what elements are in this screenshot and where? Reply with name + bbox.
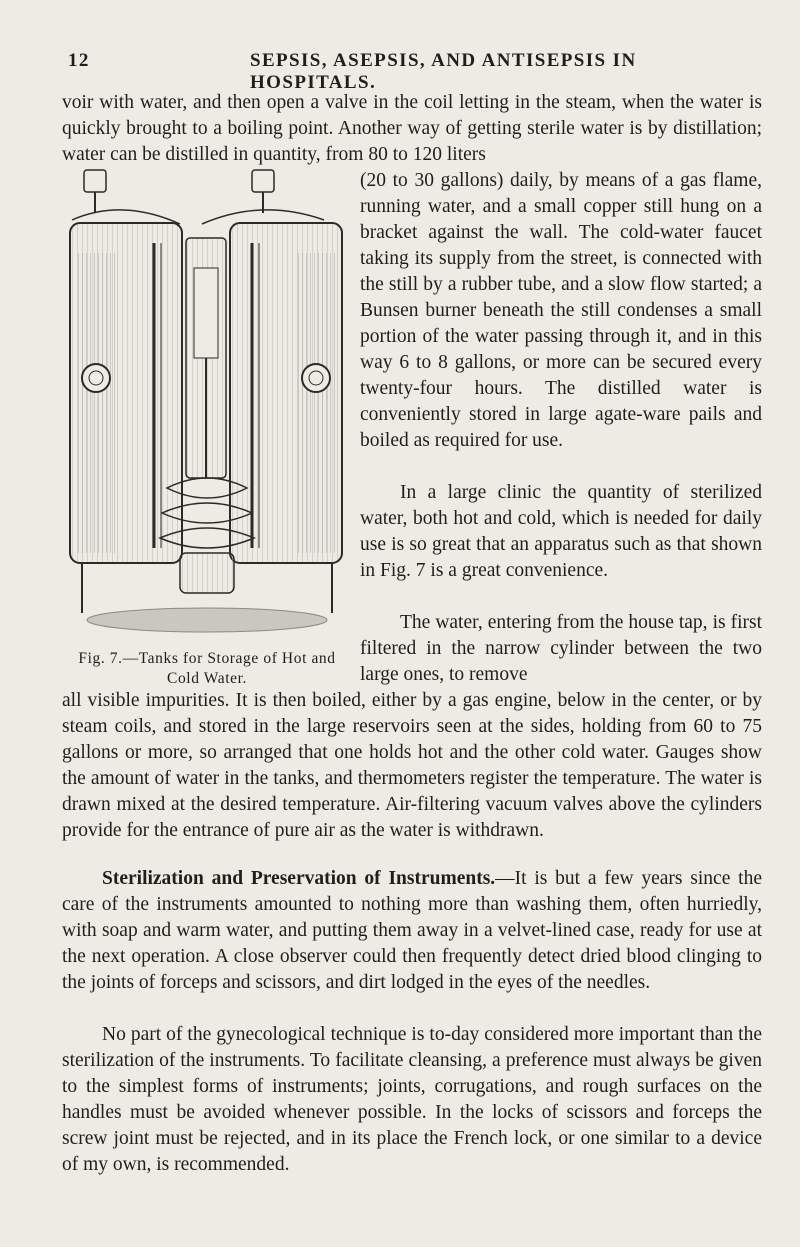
paragraph-water-filtering-start: The water, entering from the house tap, is first filtered in the narrow cylinder between the two large ones, to remove [360, 612, 762, 685]
gauge-icon [302, 364, 330, 392]
section-heading-instruments: Sterilization and Preservation of Instruments. [102, 868, 496, 889]
figure-7 [62, 168, 352, 643]
right-valve-icon [202, 170, 324, 224]
paragraph-instrument-sterilization-body: —It is but a few years since the care of the instruments amounted to nothing more than washing them, often hurriedly, with soap and warm water, and putting them away in a velvet-lined case, ready for use at the next operation. A close observer could then frequently detect dried blood clinging to the joints of forceps and scissors, and dirt lodged in the eyes of the needles. [62, 868, 762, 993]
left-valve-icon [72, 170, 180, 224]
paragraph-clinic-apparatus: In a large clinic the quantity of sterilized water, both hot and cold, which is needed for daily use is so great that an apparatus such as that shown in Fig. 7 is a great convenience. [360, 482, 762, 581]
paragraph-instrument-sterilization [62, 866, 762, 996]
figure-caption: Fig. 7.—Tanks for Storage of Hot and Cold Water. [78, 650, 336, 687]
paragraph-distillation-intro: voir with water, and then open a valve in the coil letting in the steam, when the water is quickly brought to a boiling point. Another way of getting sterile water is by distillation; water can be distilled in quantity, from 80 to 120 liters [62, 92, 762, 165]
gauge-icon [82, 364, 110, 392]
filter-cylinder [186, 238, 226, 478]
running-title: SEPSIS, ASEPSIS, AND ANTISEPSIS IN HOSPITALS. [250, 50, 637, 93]
paragraph-distillation-continued: (20 to 30 gallons) daily, by means of a gas flame, running water, and a small copper still hung on a bracket against the wall. The cold-water faucet taking its supply from the street, is connected with the still by a rubber tube, and a slow flow started; a Bunsen burner beneath the still condenses a small portion of the water passing through it, and in this way 6 to 8 gallons, or more can be secured every twenty-four hours. The distilled water is conveniently stored in large agate-ware pails and boiled as required for use. [360, 170, 762, 451]
running-head [50, 50, 760, 93]
water-tanks-illustration [62, 168, 352, 643]
page-number: 12 [68, 50, 90, 71]
paragraph-water-filtering-continued: all visible impurities. It is then boiled, either by a gas engine, below in the center, or by steam coils, and stored in the large reservoirs seen at the sides, holding from 60 to 75 gallons or more, so arranged that one holds hot and the other cold water. Gauges show the amount of water in the tanks, and thermometers register the temperature. The water is drawn mixed at the desired temperature. Air-filtering vacuum valves above the cylinders provide for the entrance of pure air as the water is withdrawn. [62, 690, 762, 841]
right-tank [230, 223, 342, 563]
paragraph-gynecological-technique: No part of the gynecological technique is to-day considered more important than the sterilization of the instruments. To facilitate cleansing, a preference must always be given to the simplest forms of instruments; joints, corrugations, and rough surfaces on the handles must be avoided whenever possible. In the locks of scissors and forceps the screw joint must be rejected, and in its place the French lock, or one similar to a device of my own, is recommended. [62, 1024, 762, 1175]
